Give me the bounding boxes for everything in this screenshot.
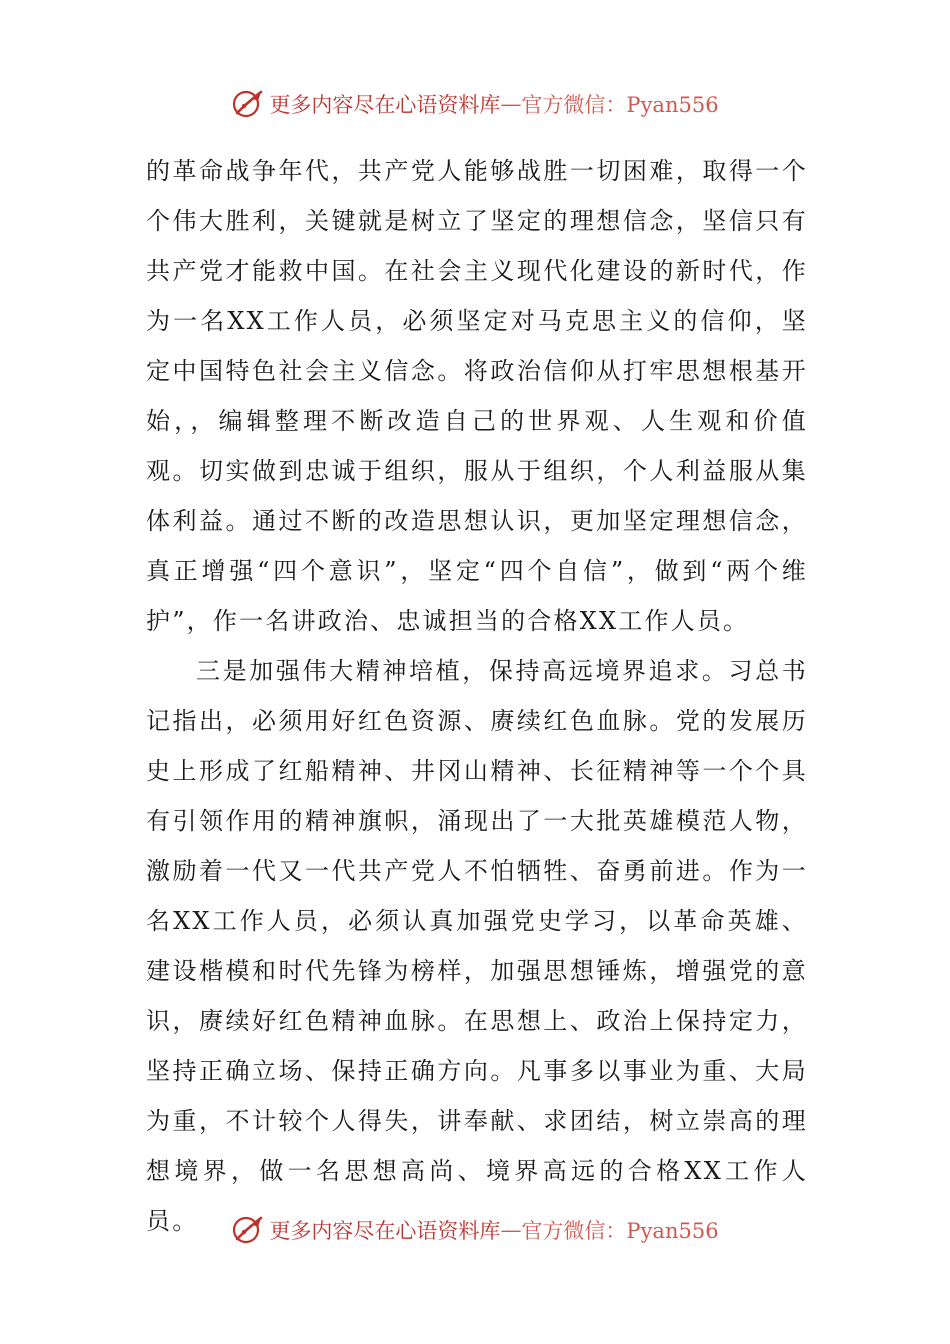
banner-title: 更多内容尽在心语资料库 (269, 93, 501, 117)
banner-dash: — (500, 1218, 522, 1242)
banner-wechat: 官方微信：Pyan556 (521, 93, 719, 117)
document-body (146, 146, 808, 1246)
footer-banner (0, 1210, 950, 1250)
paragraph-third-point: 三是加强伟大精神培植，保持高远境界追求。习总书记指出，必须用好红色资源、赓续红色血脉。党的发展历史上形成了红船精神、井冈山精神、长征精神等一个个具有引领作用的精神旗帜，涌现出了一大批英雄模范人物，激励着一代又一代共产党人不怕牺牲、奋勇前进。作为一名XX工作人员，必须认真加强党史学习，以革命英雄、建设楷模和时代先锋为榜样，加强思想锤炼，增强党的意识，赓续好红色精神血脉。在思想上、政治上保持定力，坚持正确立场、保持正确方向。凡事多以事业为重、大局为重，不计较个人得失，讲奉献、求团结，树立崇高的理想境界，做一名思想高尚、境界高远的合格XX工作人员。 (146, 657, 808, 1235)
banner-wechat: 官方微信：Pyan556 (521, 1219, 719, 1243)
banner-title: 更多内容尽在心语资料库 (269, 1219, 501, 1243)
paragraph-continued: 的革命战争年代，共产党人能够战胜一切困难，取得一个个伟大胜利，关键就是树立了坚定的理想信念，坚信只有共产党才能救中国。在社会主义现代化建设的新时代，作为一名XX工作人员，必须坚定对马克思主义的信仰，坚定中国特色社会主义信念。将政治信仰从打牢思想根基开始，，编辑整理不断改造自己的世界观、人生观和价值观。切实做到忠诚于组织，服从于组织，个人利益服从集体利益。通过不断的改造思想认识，更加坚定理想信念，真正增强“四个意识”，坚定“四个自信”，做到“两个维护”，作一名讲政治、忠诚担当的合格XX工作人员。 (146, 157, 808, 635)
pen-nib-logo-icon (231, 87, 265, 121)
pen-nib-logo-icon (231, 1213, 265, 1247)
header-banner (0, 84, 950, 124)
banner-dash: — (500, 92, 522, 116)
